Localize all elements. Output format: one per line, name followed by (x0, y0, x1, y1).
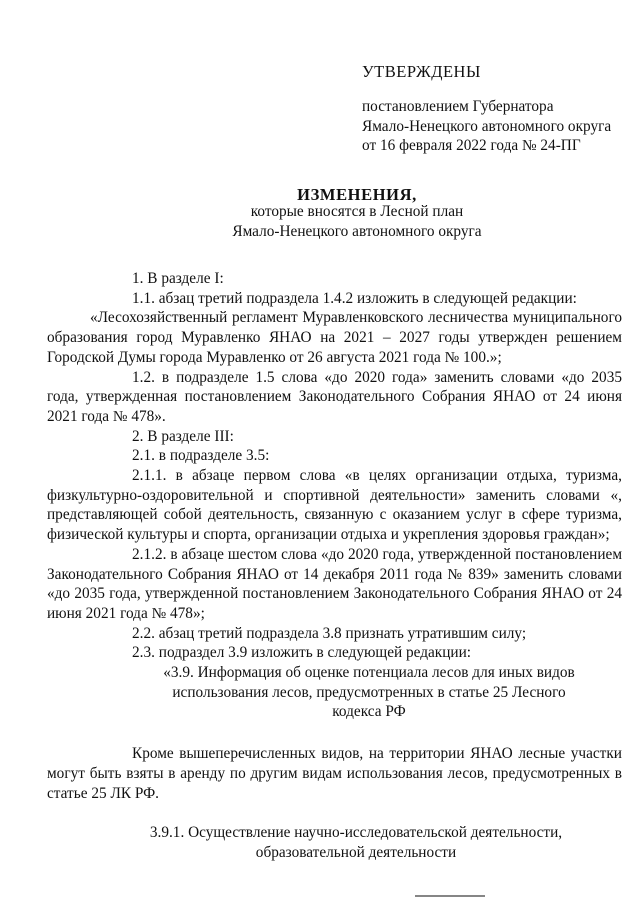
paragraph: 2.1.2. в абзаце шестом слова «до 2020 года, утвержденной постановлением Законодательного Собрания ЯНАО от 14 декабря 2011 года № 839» заменить словами «до 2035 года, утвержденной постановлением Законодательного Собрания ЯНАО от 24 июня 2021 года № 478»; (47, 545, 622, 622)
paragraph: 2.1.1. в абзаце первом слова «в целях организации отдыха, туризма, физкультурно-оздоровительной и спортивной деятельности» заменить словами «, представляющей собой деятельность, связанную с оказанием услуг в сфере туризма, физической культуры и спорта, организации отдыха и укрепления здоровья граждан»; (47, 467, 622, 544)
paragraph: 2. В разделе III: (132, 427, 234, 445)
paragraph: 1.2. в подразделе 1.5 слова «до 2020 года» заменить словами «до 2035 года, утвержденная постановлением Законодательного Собрания ЯНАО от 24 июня 2021 года № 478». (47, 368, 622, 425)
paragraph: 2.3. подраздел 3.9 изложить в следующей редакции: (132, 644, 472, 662)
paragraph: 1. В разделе I: (132, 270, 224, 287)
decree-line: от 16 февраля 2022 года № 24-ПГ (362, 137, 581, 154)
subtitle-line: Ямало-Ненецкого автономного округа (232, 222, 482, 240)
subtitle-line: которые вносятся в Лесной план (250, 203, 464, 220)
paragraph: «Лесохозяйственный регламент Муравленковского лесничества муниципального образования город Муравленко ЯНАО на 2021 – 2027 годы утвержден решением Городской Думы города Муравленко от 26 августа 2021 года № 100.»; (47, 309, 622, 366)
scan-mark (415, 895, 485, 897)
section-heading (90, 663, 622, 722)
paragraph: Кроме вышеперечисленных видов, на территории ЯНАО лесные участки могут быть взяты в аренду по другим видам использования лесов, предусмотренных в статье 25 ЛК РФ. (47, 745, 622, 802)
document-title: ИЗМЕНЕНИЯ, (297, 185, 417, 204)
approved-heading: УТВЕРЖДЕНЫ (362, 62, 481, 81)
decree-line: постановлением Губернатора (362, 98, 554, 115)
section-heading-line: «3.9. Информация об оценке потенциала лесов для иных видов (163, 664, 575, 682)
document-subtitle (0, 202, 640, 241)
decree-line: Ямало-Ненецкого автономного округа (362, 117, 612, 135)
paragraph: 2.2. абзац третий подраздела 3.8 признать утратившим силу; (132, 624, 527, 642)
paragraph: 1.1. абзац третий подраздела 1.4.2 изложить в следующей редакции: (132, 289, 577, 307)
decree-reference (362, 97, 611, 156)
paragraph: 2.1. в подразделе 3.5: (132, 447, 270, 465)
subsection-heading (90, 823, 622, 862)
section-heading-line: кодекса РФ (332, 703, 406, 721)
document-body (47, 269, 622, 863)
subsection-heading-line: 3.9.1. Осуществление научно-исследовательской деятельности, (149, 824, 563, 842)
subsection-heading-line: образовательной деятельности (255, 843, 457, 861)
section-heading-line: использования лесов, предусмотренных в статье 25 Лесного (172, 683, 566, 701)
